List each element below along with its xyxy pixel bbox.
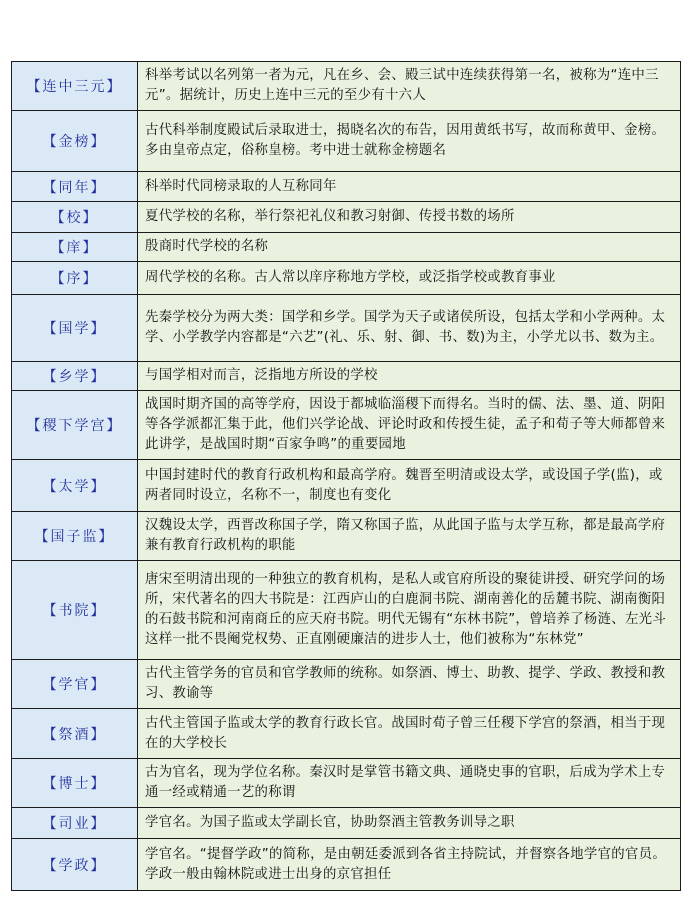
description-cell: 汉魏设太学，西晋改称国子学，隋又称国子监，从此国子监与太学互称，都是最高学府兼有教育行政机构的职能 bbox=[138, 512, 681, 561]
term-cell: 【连中三元】 bbox=[12, 62, 138, 111]
description-cell: 夏代学校的名称，举行祭祀礼仪和教习射御、传授书数的场所 bbox=[138, 202, 681, 233]
description-cell: 与国学相对而言，泛指地方所设的学校 bbox=[138, 362, 681, 391]
description-cell: 学官名。为国子监或太学副长官，协助祭酒主管教务训导之职 bbox=[138, 808, 681, 839]
table-row bbox=[12, 172, 681, 202]
table-row bbox=[12, 295, 681, 362]
term-cell: 【司业】 bbox=[12, 808, 138, 839]
description-cell: 学官名。“提督学政”的简称，是由朝廷委派到各省主持院试，并督察各地学官的官员。学政一般由翰林院或进士出身的京官担任 bbox=[138, 839, 681, 891]
term-cell: 【国子监】 bbox=[12, 512, 138, 561]
description-cell: 战国时期齐国的高等学府，因设于都城临淄稷下而得名。当时的儒、法、墨、道、阴阳等各学派都汇集于此，他们兴学论战、评论时政和传授生徒，孟子和荀子等大师都曾来此讲学，是战国时期“百家争鸣”的重要园地 bbox=[138, 391, 681, 460]
table-row bbox=[12, 512, 681, 561]
table-row bbox=[12, 460, 681, 512]
table-row bbox=[12, 233, 681, 262]
table-row bbox=[12, 808, 681, 839]
description-cell: 殷商时代学校的名称 bbox=[138, 233, 681, 262]
description-cell: 古代主管学务的官员和官学教师的统称。如祭酒、博士、助教、提学、学政、教授和教习、教谕等 bbox=[138, 660, 681, 709]
term-cell: 【校】 bbox=[12, 202, 138, 233]
table-row bbox=[12, 202, 681, 233]
term-cell: 【国学】 bbox=[12, 295, 138, 362]
table-row bbox=[12, 62, 681, 111]
description-cell: 中国封建时代的教育行政机构和最高学府。魏晋至明清或设太学，或设国子学(监)，或两者同时设立，名称不一，制度也有变化 bbox=[138, 460, 681, 512]
table-row bbox=[12, 839, 681, 891]
term-cell: 【稷下学宫】 bbox=[12, 391, 138, 460]
term-cell: 【书院】 bbox=[12, 561, 138, 660]
glossary-sheet bbox=[11, 61, 681, 891]
table-row bbox=[12, 759, 681, 808]
term-cell: 【博士】 bbox=[12, 759, 138, 808]
term-cell: 【金榜】 bbox=[12, 111, 138, 172]
table-row bbox=[12, 362, 681, 391]
description-cell: 科举考试以名列第一者为元，凡在乡、会、殿三试中连续获得第一名，被称为“连中三元”。据统计，历史上连中三元的至少有十六人 bbox=[138, 62, 681, 111]
term-cell: 【序】 bbox=[12, 262, 138, 295]
term-cell: 【庠】 bbox=[12, 233, 138, 262]
table-row bbox=[12, 660, 681, 709]
description-cell: 古代主管国子监或太学的教育行政长官。战国时荀子曾三任稷下学宫的祭酒，相当于现在的大学校长 bbox=[138, 709, 681, 759]
description-cell: 先秦学校分为两大类：国学和乡学。国学为天子或诸侯所设，包括太学和小学两种。太学、小学教学内容都是“六艺”(礼、乐、射、御、书、数)为主，小学尤以书、数为主。 bbox=[138, 295, 681, 362]
glossary-table bbox=[11, 61, 681, 891]
table-row bbox=[12, 561, 681, 660]
term-cell: 【太学】 bbox=[12, 460, 138, 512]
description-cell: 唐宋至明清出现的一种独立的教育机构，是私人或官府所设的聚徒讲授、研究学问的场所，宋代著名的四大书院是：江西庐山的白鹿洞书院、湖南善化的岳麓书院、湖南衡阳的石鼓书院和河南商丘的应天府书院。明代无锡有“东林书院”，曾培养了杨涟、左光斗这样一批不畏阉党权势、正直刚硬廉洁的进步人士，他们被称为“东林党” bbox=[138, 561, 681, 660]
table-row bbox=[12, 262, 681, 295]
glossary-body bbox=[12, 62, 681, 891]
description-cell: 周代学校的名称。古人常以庠序称地方学校，或泛指学校或教育事业 bbox=[138, 262, 681, 295]
table-row bbox=[12, 111, 681, 172]
description-cell: 古为官名，现为学位名称。秦汉时是掌管书籍文典、通晓史事的官职，后成为学术上专通一经或精通一艺的称谓 bbox=[138, 759, 681, 808]
term-cell: 【学政】 bbox=[12, 839, 138, 891]
term-cell: 【乡学】 bbox=[12, 362, 138, 391]
table-row bbox=[12, 709, 681, 759]
term-cell: 【学官】 bbox=[12, 660, 138, 709]
description-cell: 科举时代同榜录取的人互称同年 bbox=[138, 172, 681, 202]
description-cell: 古代科举制度殿试后录取进士，揭晓名次的布告，因用黄纸书写，故而称黄甲、金榜。多由皇帝点定，俗称皇榜。考中进士就称金榜题名 bbox=[138, 111, 681, 172]
term-cell: 【同年】 bbox=[12, 172, 138, 202]
term-cell: 【祭酒】 bbox=[12, 709, 138, 759]
table-row bbox=[12, 391, 681, 460]
